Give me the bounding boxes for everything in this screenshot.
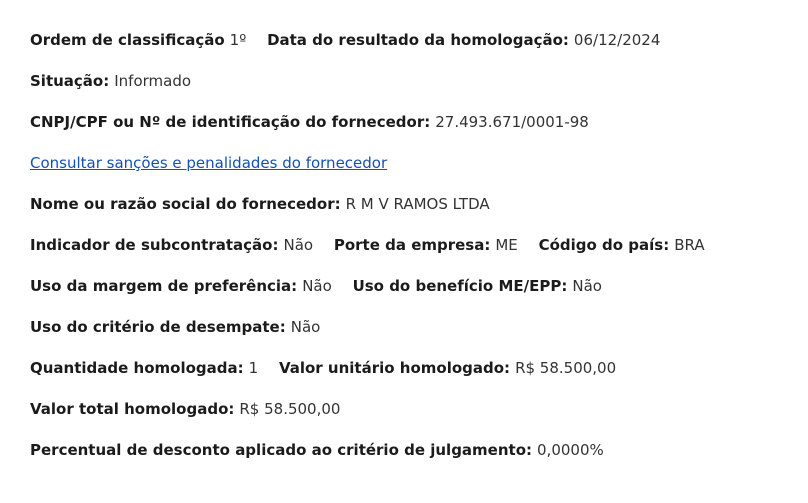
codigo-pais-value: BRA (674, 236, 705, 254)
field-ordem (30, 30, 246, 50)
porte-value: ME (495, 236, 518, 254)
row-margem-beneficio (30, 276, 790, 296)
row-subcontratacao-porte-pais (30, 235, 790, 255)
ordem-value: 1º (229, 31, 247, 49)
row-quantidade-valor-unitario (30, 358, 790, 378)
situacao-value: Informado (114, 72, 192, 90)
field-beneficio-me-epp (353, 276, 602, 296)
porte-label: Porte da empresa: (333, 236, 491, 254)
ordem-label: Ordem de classificação (30, 31, 225, 49)
beneficio-me-epp-label: Uso do benefício ME/EPP: (352, 277, 568, 295)
nome-label: Nome ou razão social do fornecedor: (30, 195, 341, 213)
row-ordem-data (30, 30, 790, 50)
beneficio-me-epp-value: Não (572, 277, 602, 295)
cnpj-value: 27.493.671/0001-98 (435, 113, 589, 131)
field-subcontratacao (30, 235, 313, 255)
data-homologacao-label: Data do resultado da homologação: (267, 31, 569, 49)
field-codigo-pais (539, 235, 705, 255)
field-margem-preferencia (30, 276, 332, 296)
quantidade-value: 1 (248, 359, 259, 377)
field-porte (334, 235, 518, 255)
subcontratacao-value: Não (283, 236, 314, 254)
row-percentual-desconto (30, 440, 790, 460)
valor-total-label: Valor total homologado: (30, 400, 235, 418)
data-homologacao-value: 06/12/2024 (573, 31, 661, 49)
criterio-desempate-value: Não (290, 318, 321, 336)
margem-preferencia-value: Não (302, 277, 332, 295)
valor-unitario-label: Valor unitário homologado: (278, 359, 511, 377)
codigo-pais-label: Código do país: (538, 236, 670, 254)
situacao-label: Situação: (30, 72, 110, 90)
criterio-desempate-label: Uso do critério de desempate: (30, 318, 286, 336)
percentual-desconto-value: 0,0000% (537, 441, 604, 459)
nome-value: R M V RAMOS LTDA (345, 195, 490, 213)
percentual-desconto-label: Percentual de desconto aplicado ao critério de julgamento: (30, 441, 533, 459)
valor-total-value: R$ 58.500,00 (239, 400, 341, 418)
row-sancoes (30, 153, 790, 173)
field-quantidade (30, 358, 258, 378)
margem-preferencia-label: Uso da margem de preferência: (30, 277, 298, 295)
row-cnpj (30, 112, 790, 132)
field-data-homologacao (267, 30, 660, 50)
supplier-result-details (30, 30, 790, 481)
field-valor-unitario (279, 358, 616, 378)
valor-unitario-value: R$ 58.500,00 (515, 359, 617, 377)
row-nome (30, 194, 790, 214)
row-criterio-desempate (30, 317, 790, 337)
row-situacao (30, 71, 790, 91)
cnpj-label: CNPJ/CPF ou Nº de identificação do fornecedor: (30, 113, 431, 131)
subcontratacao-label: Indicador de subcontratação: (30, 236, 279, 254)
quantidade-label: Quantidade homologada: (30, 359, 244, 377)
consultar-sancoes-link[interactable]: Consultar sanções e penalidades do fornecedor (30, 154, 388, 172)
row-valor-total (30, 399, 790, 419)
